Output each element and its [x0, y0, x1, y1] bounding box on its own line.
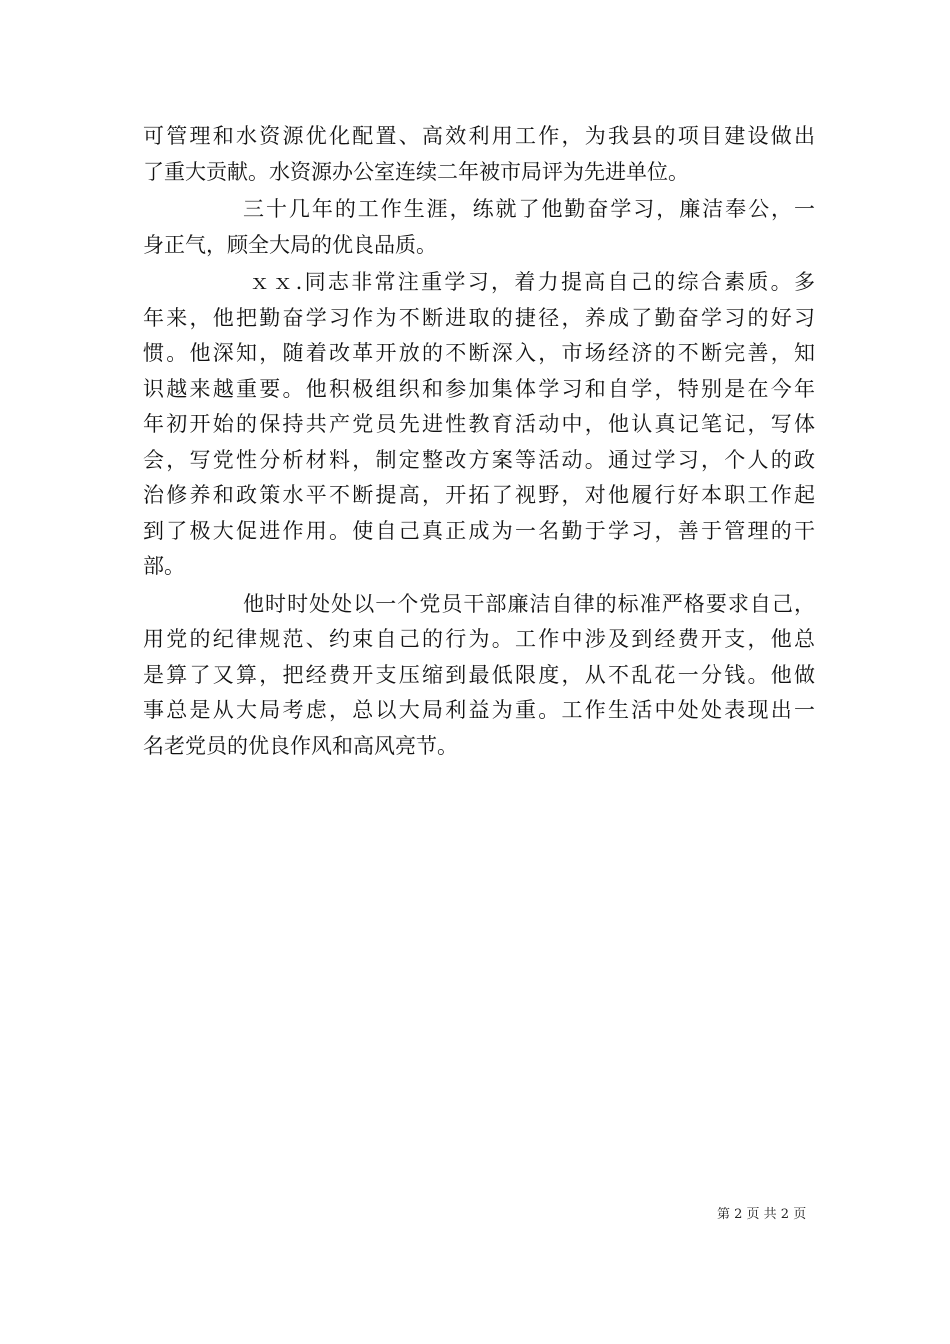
paragraph-1 — [143, 119, 815, 190]
paragraph-3 — [143, 265, 815, 585]
paragraph-line: 年初开始的保持共产党员先进性教育活动中，他认真记笔记，写体 — [143, 412, 815, 436]
page-number-footer: 第 2 页 共 2 页 — [717, 1207, 807, 1222]
paragraph-line: 年来，他把勤奋学习作为不断进取的捷径，养成了勤奋学习的好习 — [143, 305, 815, 330]
paragraph-line: 名老党员的优良作风和高风亮节。 — [143, 733, 458, 758]
paragraph-line: 可管理和水资源优化配置、高效利用工作，为我县的项目建设做出 — [143, 124, 815, 148]
paragraph-line: 部。 — [143, 554, 185, 578]
paragraph-line: ｘｘ.同志非常注重学习，着力提高自己的综合素质。多 — [249, 270, 815, 294]
paragraph-line: 惯。他深知，随着改革开放的不断深入，市场经济的不断完善，知 — [143, 341, 815, 365]
paragraph-line: 会，写党性分析材料，制定整改方案等活动。通过学习，个人的政 — [143, 447, 815, 472]
paragraph-line: 了重大贡献。水资源办公室连续二年被市局评为先进单位。 — [143, 159, 689, 184]
document-body — [143, 119, 815, 764]
paragraph-line: 身正气，顾全大局的优良品质。 — [143, 232, 437, 257]
paragraph-2 — [143, 192, 815, 263]
paragraph-line: 是算了又算，把经费开支压缩到最低限度，从不乱花一分钱。他做 — [143, 662, 815, 687]
paragraph-line: 到了极大促进作用。使自己真正成为一名勤于学习，善于管理的干 — [143, 518, 815, 543]
paragraph-line: 用党的纪律规范、约束自己的行为。工作中涉及到经费开支，他总 — [143, 627, 815, 651]
paragraph-4 — [143, 587, 815, 765]
paragraph-line: 识越来越重要。他积极组织和参加集体学习和自学，特别是在今年 — [143, 376, 815, 401]
paragraph-line: 治修养和政策水平不断提高，开拓了视野，对他履行好本职工作起 — [143, 483, 815, 507]
paragraph-line: 三十几年的工作生涯，练就了他勤奋学习，廉洁奉公，一 — [243, 197, 815, 221]
paragraph-line: 事总是从大局考虑，总以大局利益为重。工作生活中处处表现出一 — [143, 698, 815, 722]
paragraph-line: 他时时处处以一个党员干部廉洁自律的标准严格要求自己， — [243, 591, 815, 616]
